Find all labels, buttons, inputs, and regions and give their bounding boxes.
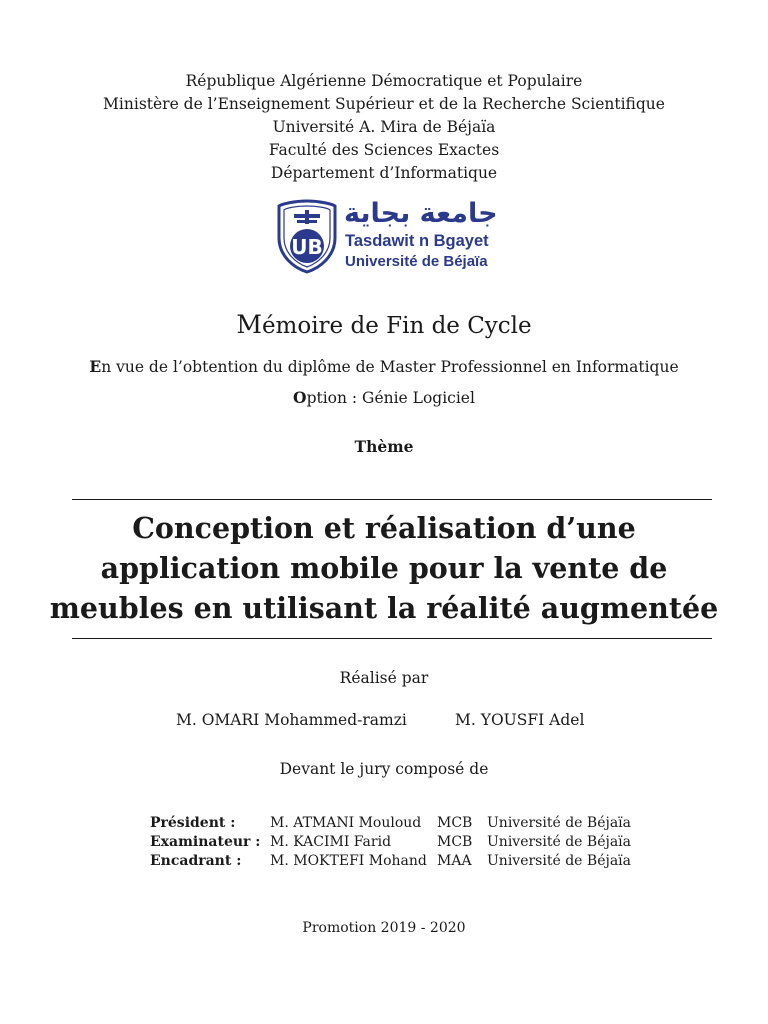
author-1: M. OMARI Mohammed-ramzi	[176, 711, 407, 729]
logo-arabic-text: جامعة بجاية	[344, 198, 498, 229]
memoire-rest: émoire de Fin de Cycle	[261, 313, 532, 339]
jury-university: Université de Béjaïa	[487, 815, 631, 831]
title-top-rule	[72, 499, 712, 500]
ministry-line: Ministère de l’Enseignement Supérieur et de la Recherche Scientifique	[103, 95, 665, 113]
jury-grade: MAA	[437, 853, 472, 869]
theme-label: Thème	[354, 437, 414, 456]
jury-university: Université de Béjaïa	[487, 853, 631, 869]
logo-monogram: UB	[291, 235, 323, 259]
thesis-title	[0, 508, 768, 628]
title-bottom-rule	[72, 638, 712, 639]
title-line-1: Conception et réalisation d’une	[132, 511, 636, 545]
jury-grade: MCB	[437, 815, 473, 831]
jury-role: Président :	[150, 815, 236, 831]
option-initial: O	[293, 388, 307, 407]
university-shield-icon	[276, 198, 338, 274]
author-2: M. YOUSFI Adel	[455, 711, 585, 729]
logo-french-text: Université de Béjaïa	[345, 253, 488, 270]
degree-initial: E	[89, 357, 102, 376]
degree-line	[0, 357, 768, 376]
jury-name: M. KACIMI Farid	[270, 834, 392, 850]
memoire-initial: M	[236, 310, 262, 339]
jury-grade: MCB	[437, 834, 473, 850]
jury-role: Examinateur :	[150, 834, 261, 850]
jury-university: Université de Béjaïa	[487, 834, 631, 850]
title-line-3: meubles en utilisant la réalité augmentée	[49, 591, 719, 625]
promotion: Promotion 2019 - 2020	[302, 920, 466, 936]
university-line: Université A. Mira de Béjaïa	[272, 118, 496, 136]
document-type	[0, 310, 768, 339]
realise-label: Réalisé par	[339, 669, 429, 687]
faculty-line: Faculté des Sciences Exactes	[268, 141, 500, 159]
logo-kabyle-text: Tasdawit n Bgayet	[345, 232, 489, 250]
option-line	[0, 388, 768, 407]
degree-rest: n vue de l’obtention du diplôme de Master Professionnel en Informatique	[101, 358, 679, 376]
university-logo	[276, 198, 506, 278]
republic-line: République Algérienne Démocratique et Populaire	[185, 72, 583, 90]
option-rest: ption : Génie Logiciel	[306, 389, 475, 407]
department-line: Département d’Informatique	[270, 164, 498, 182]
title-line-2: application mobile pour la vente de	[100, 551, 668, 585]
jury-name: M. MOKTEFI Mohand	[270, 853, 427, 869]
jury-label: Devant le jury composé de	[279, 760, 489, 778]
institution-header	[0, 70, 768, 185]
jury-role: Encadrant :	[150, 853, 242, 869]
jury-name: M. ATMANI Mouloud	[270, 815, 422, 831]
